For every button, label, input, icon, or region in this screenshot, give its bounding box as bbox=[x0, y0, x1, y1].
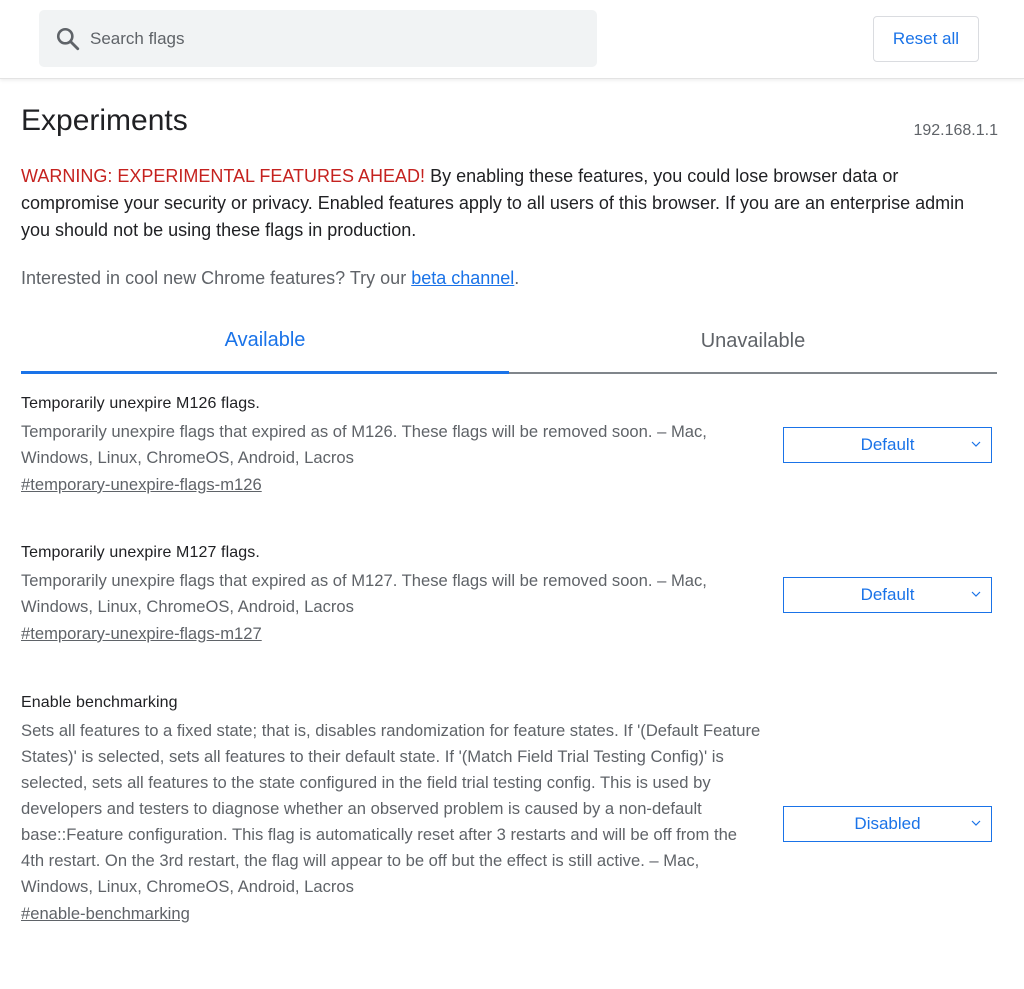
warning-prefix: WARNING: EXPERIMENTAL FEATURES AHEAD! bbox=[21, 166, 426, 186]
flag-state-select[interactable] bbox=[783, 427, 992, 463]
flag-state-value: Default bbox=[860, 435, 915, 454]
flag-description: Sets all features to a fixed state; that is, disables randomization for feature states. If '(Default Feature States)' is selected, sets all features to their default state. If '(Match Field Trial Testing Config)' is selected, sets all features to the state configured in the field trial testing config. This is used by developers and testers to diagnose whether an observed problem is caused by a non-default base::Feature configuration. This flag is automatically reset after 3 restarts and will be off from the 4th restart. On the 3rd restart, the flag will appear to be off but the effect is still active. – Mac, Windows, Linux, ChromeOS, Android, Lacros bbox=[21, 721, 761, 896]
flag-state-select[interactable] bbox=[783, 806, 992, 842]
flag-permalink[interactable]: #temporary-unexpire-flags-m126 bbox=[21, 475, 262, 494]
beta-channel-link[interactable]: beta channel bbox=[411, 268, 515, 288]
page-title: Experiments bbox=[21, 104, 188, 137]
reset-all-button[interactable]: Reset all bbox=[873, 16, 979, 62]
search-input[interactable] bbox=[90, 10, 580, 67]
promo-suffix: . bbox=[514, 268, 520, 288]
chevron-down-icon bbox=[970, 438, 982, 450]
flag-state-value: Disabled bbox=[854, 814, 921, 833]
chevron-down-icon bbox=[970, 817, 982, 829]
flag-description: Temporarily unexpire flags that expired as of M126. These flags will be removed soon. – Mac, Windows, Linux, ChromeOS, Android, Lacros bbox=[21, 422, 707, 467]
chevron-down-icon bbox=[970, 588, 982, 600]
tab-available[interactable]: Available bbox=[21, 318, 509, 374]
promo-text: Interested in cool new Chrome features? Try our bbox=[21, 268, 412, 288]
tab-bar bbox=[21, 318, 997, 374]
warning-text: By enabling these features, you could lose browser data or compromise your security or privacy. Enabled features apply to all users of this browser. If you are an enterprise admin you should not be using these flags in production. bbox=[21, 166, 965, 240]
flag-description: Temporarily unexpire flags that expired as of M127. These flags will be removed soon. – Mac, Windows, Linux, ChromeOS, Android, Lacros bbox=[21, 571, 707, 616]
flag-title: Enable benchmarking bbox=[21, 694, 178, 711]
flag-title: Temporarily unexpire M126 flags. bbox=[21, 395, 260, 412]
search-icon bbox=[55, 26, 81, 52]
tab-unavailable[interactable]: Unavailable bbox=[509, 318, 997, 374]
flag-state-select[interactable] bbox=[783, 577, 992, 613]
flags-header bbox=[0, 0, 1024, 79]
flag-title: Temporarily unexpire M127 flags. bbox=[21, 544, 260, 561]
promo-message bbox=[21, 265, 996, 292]
version-label: 192.168.1.1 bbox=[913, 122, 998, 139]
flag-permalink[interactable]: #enable-benchmarking bbox=[21, 904, 190, 923]
warning-message bbox=[21, 163, 996, 244]
flag-permalink[interactable]: #temporary-unexpire-flags-m127 bbox=[21, 624, 262, 643]
flag-state-value: Default bbox=[860, 585, 915, 604]
